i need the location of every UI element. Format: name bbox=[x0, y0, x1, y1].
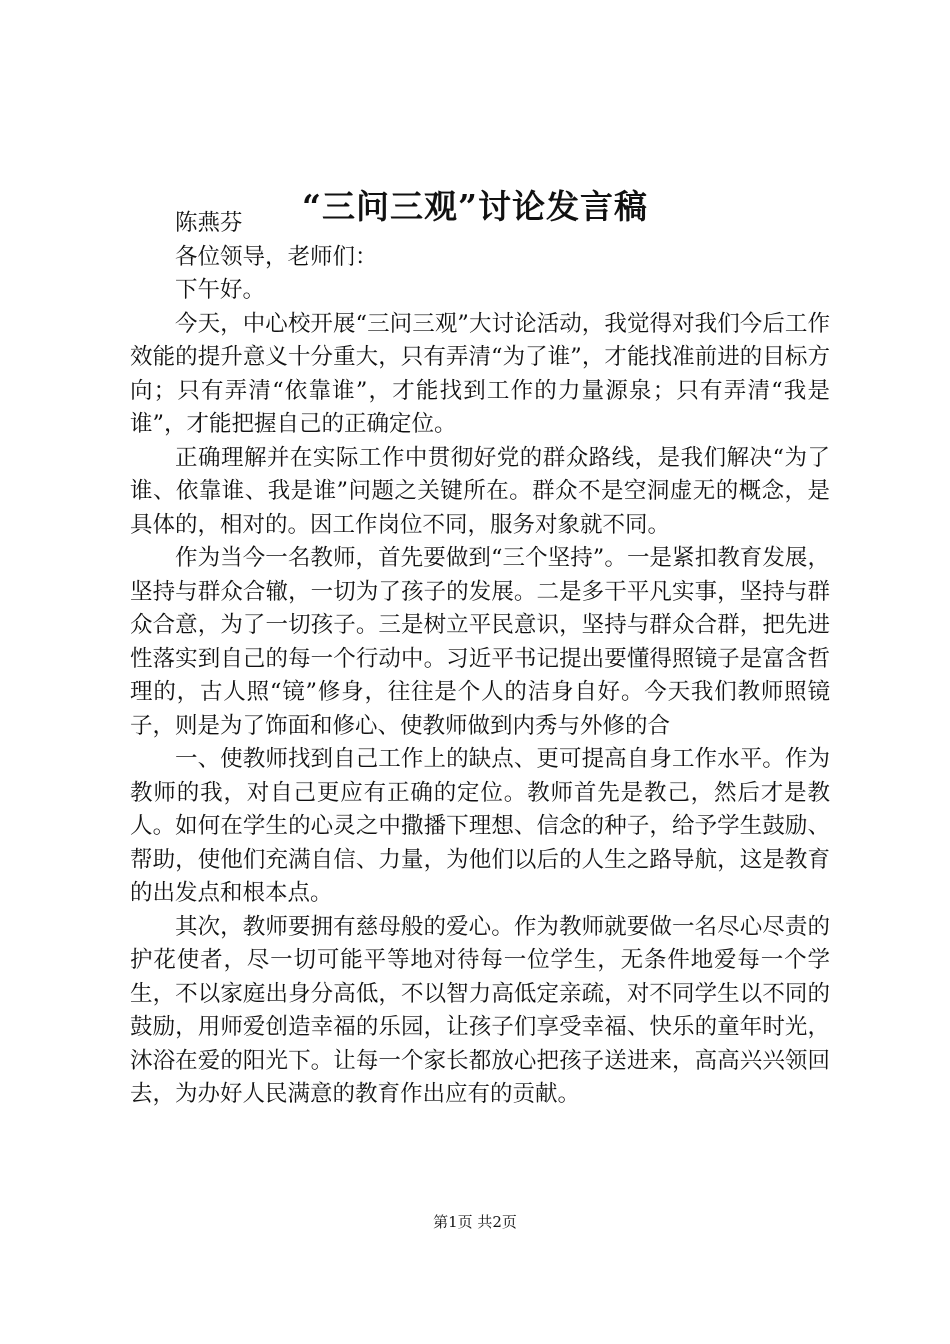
salutation: 各位领导，老师们： bbox=[175, 243, 378, 270]
document-title: “三问三观”讨论发言稿 bbox=[302, 187, 648, 226]
body-paragraph: 正确理解并在实际工作中贯彻好党的群众路线，是我们解决“为了谁、依靠谁、我是谁”问题之关键所在。群众不是空洞虚无的概念，是具体的，相对的。因工作岗位不同，服务对象就不同。 bbox=[130, 444, 830, 538]
body-paragraph: 作为当今一名教师，首先要做到“三个坚持”。一是紧扣教育发展，坚持与群众合辙，一切为了孩子的发展。二是多干平凡实事，坚持与群众合意，为了一切孩子。三是树立平民意识，坚持与群众合群，把先进性落实到自己的每一个行动中。习近平书记提出要懂得照镜子是富含哲理的，古人照“镜”修身，往往是个人的洁身自好。今天我们教师照镜子，则是为了饰面和修心、使教师做到内秀与外修的合 bbox=[130, 545, 830, 739]
body-paragraph: 今天，中心校开展“三问三观”大讨论活动，我觉得对我们今后工作效能的提升意义十分重大，只有弄清“为了谁”，才能找准前进的目标方向；只有弄清“依靠谁”，才能找到工作的力量源泉；只有弄清“我是谁”，才能把握自己的正确定位。 bbox=[130, 310, 830, 437]
body-paragraph: 其次，教师要拥有慈母般的爱心。作为教师就要做一名尽心尽责的护花使者，尽一切可能平等地对待每一位学生，无条件地爱每一个学生，不以家庭出身分高低，不以智力高低定亲疏，对不同学生以不同的鼓励，用师爱创造幸福的乐园，让孩子们享受幸福、快乐的童年时光，沐浴在爱的阳光下。让每一个家长都放心把孩子送进来，高高兴兴领回去，为办好人民满意的教育作出应有的贡献。 bbox=[130, 913, 830, 1107]
body-paragraph: 一、使教师找到自己工作上的缺点、更可提高自身工作水平。作为教师的我，对自己更应有正确的定位。教师首先是教己，然后才是教人。如何在学生的心灵之中撒播下理想、信念的种子，给予学生鼓励、帮助，使他们充满自信、力量，为他们以后的人生之路导航，这是教育的出发点和根本点。 bbox=[130, 746, 830, 906]
page-number-footer: 第1页 共2页 bbox=[433, 1213, 517, 1231]
greeting: 下午好。 bbox=[175, 277, 266, 303]
document-body bbox=[130, 207, 830, 1112]
author-line: 陈燕芬 bbox=[175, 210, 243, 236]
